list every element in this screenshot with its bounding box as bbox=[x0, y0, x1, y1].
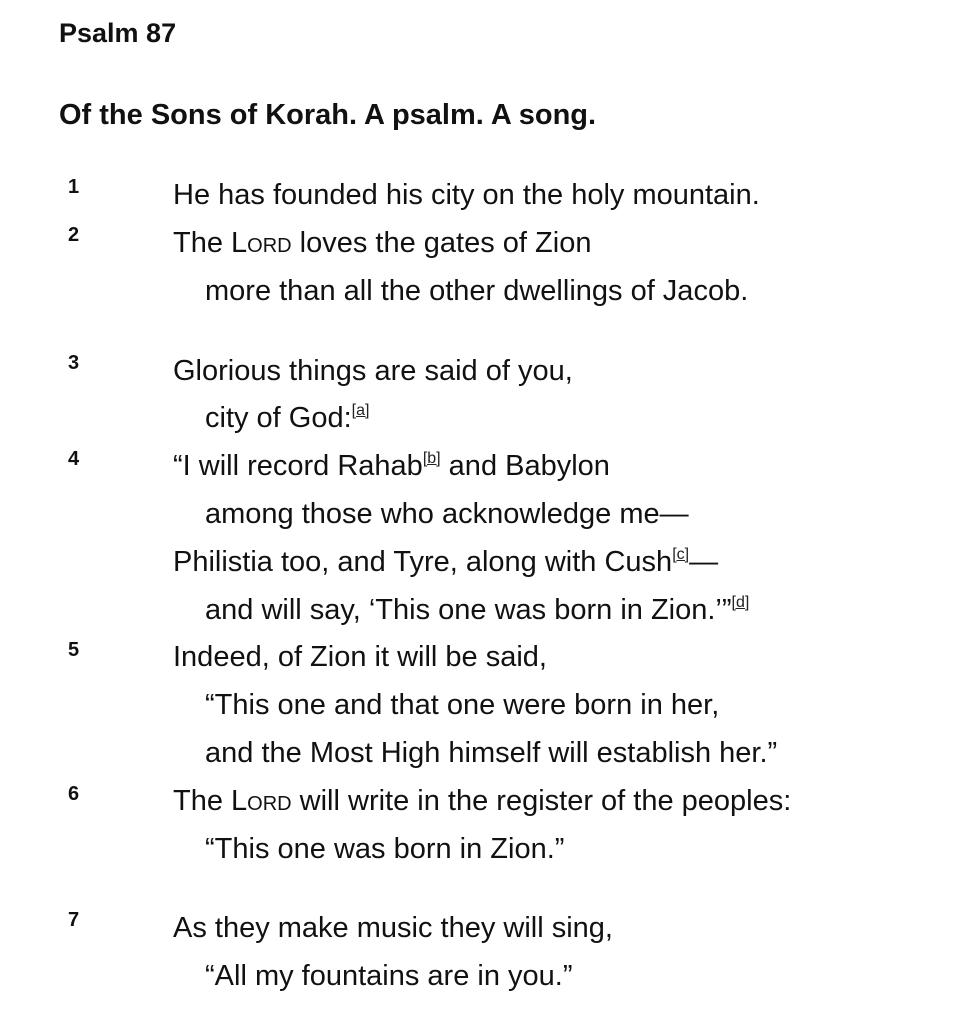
footnote-link-a[interactable]: [a] bbox=[351, 402, 370, 419]
verse-7-line-2: “All my fountains are in you.” bbox=[205, 960, 573, 992]
verse-3-line-1: Glorious things are said of you, bbox=[173, 355, 573, 387]
verse-5-line-1: Indeed, of Zion it will be said, bbox=[173, 641, 547, 673]
verse-number-5: 5 bbox=[68, 639, 80, 661]
verse-number-1: 1 bbox=[68, 176, 80, 198]
verse-number-7: 7 bbox=[68, 909, 80, 931]
verse-number-3: 3 bbox=[68, 352, 80, 374]
footnote-link-d[interactable]: [d] bbox=[731, 594, 750, 611]
psalm-title: Psalm 87 bbox=[59, 18, 177, 48]
verse-4-line-1: “I will record Rahab[b] and Babylon bbox=[173, 450, 610, 482]
footnote-link-c[interactable]: [c] bbox=[672, 546, 690, 563]
verse-4-line-3: Philistia too, and Tyre, along with Cush[c]— bbox=[173, 546, 719, 578]
divine-name: Lord bbox=[231, 227, 292, 259]
psalm-subtitle: Of the Sons of Korah. A psalm. A song. bbox=[59, 99, 597, 131]
verse-5-line-3: and the Most High himself will establish her.” bbox=[205, 737, 778, 769]
divine-name: Lord bbox=[231, 785, 292, 817]
verse-4-line-4: and will say, ‘This one was born in Zion.’”[d] bbox=[205, 594, 750, 626]
footnote-link-b[interactable]: [b] bbox=[422, 450, 441, 467]
verse-2-line-2: more than all the other dwellings of Jacob. bbox=[205, 275, 749, 307]
verse-number-2: 2 bbox=[68, 224, 80, 246]
verse-5-line-2: “This one and that one were born in her, bbox=[205, 689, 720, 721]
verse-7-line-1: As they make music they will sing, bbox=[173, 912, 613, 944]
verse-3-line-2: city of God:[a] bbox=[205, 402, 370, 434]
verse-number-4: 4 bbox=[68, 448, 80, 470]
verse-1-line-1: He has founded his city on the holy mountain. bbox=[173, 179, 760, 211]
verse-2-line-1: The Lord loves the gates of Zion bbox=[173, 227, 592, 259]
verse-number-6: 6 bbox=[68, 783, 80, 805]
verse-4-line-2: among those who acknowledge me— bbox=[205, 498, 689, 530]
verse-6-line-1: The Lord will write in the register of the peoples: bbox=[173, 785, 792, 817]
verse-6-line-2: “This one was born in Zion.” bbox=[205, 833, 565, 865]
